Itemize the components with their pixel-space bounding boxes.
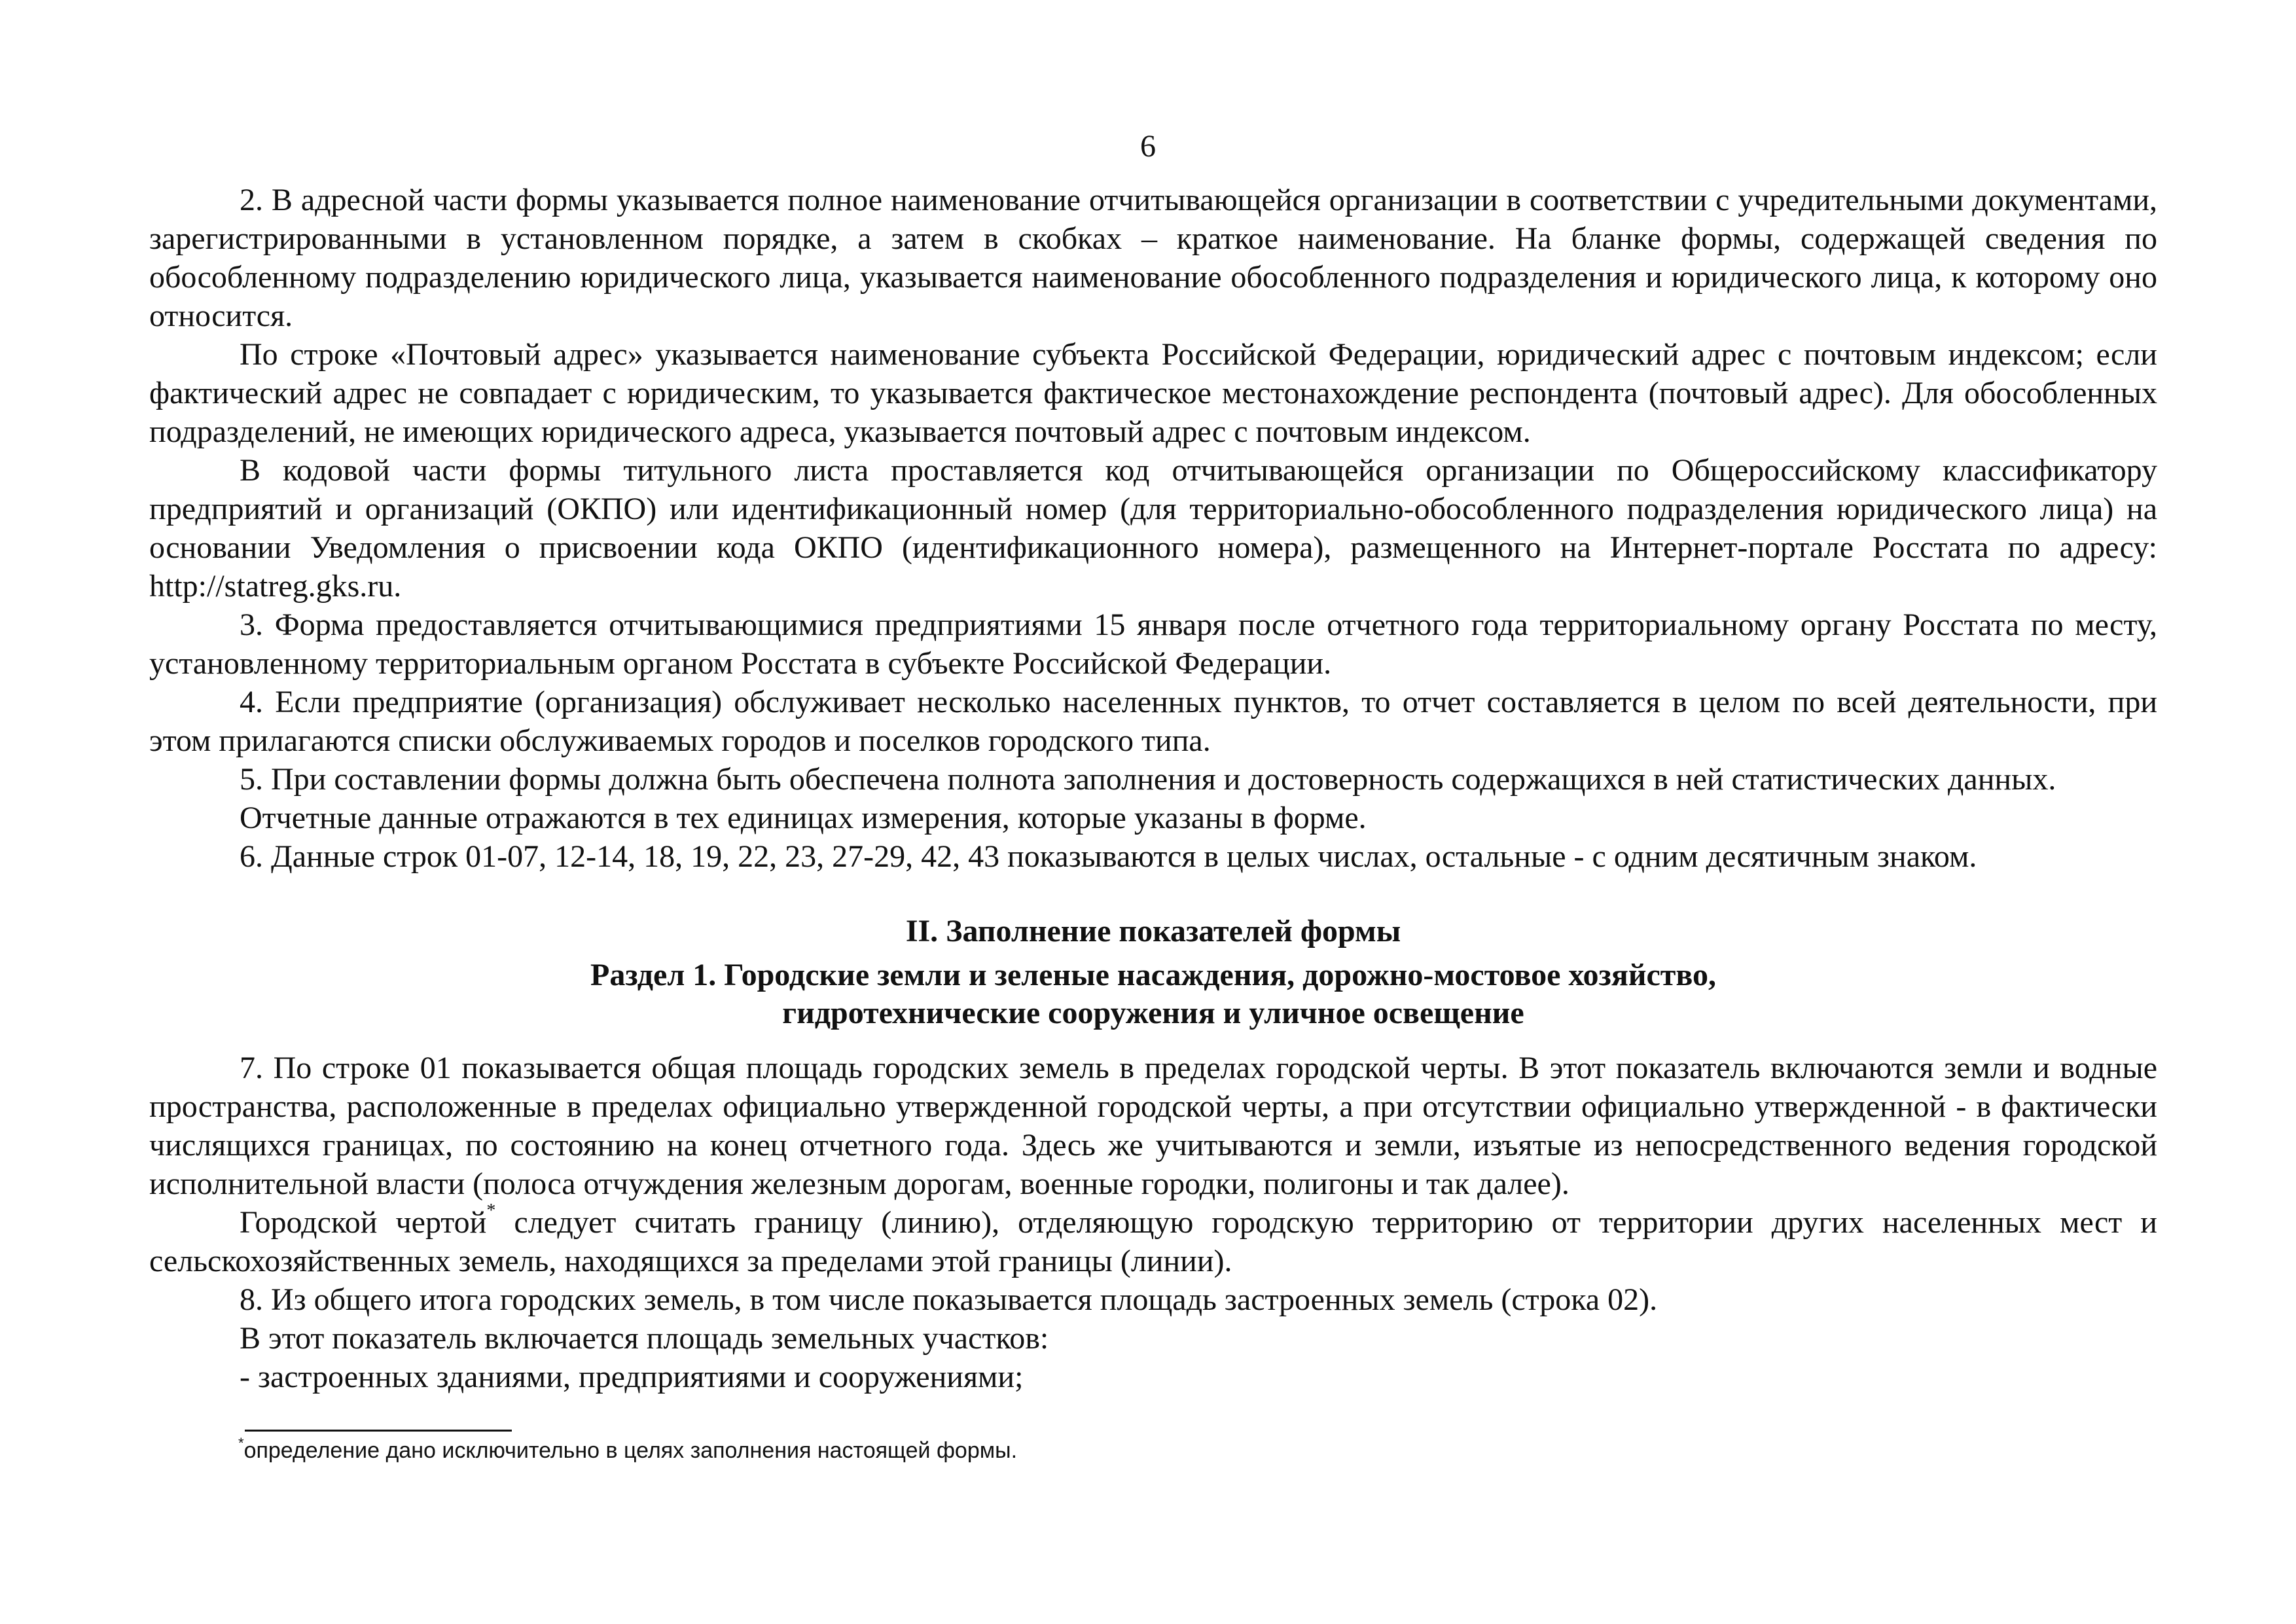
page-number: 6	[1140, 129, 1156, 164]
paragraph-code-part: В кодовой части формы титульного листа проставляется код отчитывающейся организации по Общероссийскому классификатору предприятий и организаций (ОКПО) или идентификационный номер (для территориально-обособленного подразделения юридического лица) на основании Уведомления о присвоении кода ОКПО (идентификационного номера), размещенного на Интернет-портале Росстата по адресу: http://statreg.gks.ru.	[149, 453, 2157, 604]
footnote-reference: *	[486, 1200, 496, 1221]
footnote	[238, 1436, 1017, 1465]
footnote-marker: *	[238, 1435, 244, 1451]
paragraph-row-02: 8. Из общего итога городских земель, в том числе показывается площадь застроенных земель (строка 02).	[240, 1282, 1658, 1317]
footnote-divider	[245, 1430, 512, 1432]
footnote-text: определение дано исключительно в целях заполнения настоящей формы.	[243, 1438, 1018, 1463]
city-boundary-term: Городской чертой	[240, 1205, 487, 1240]
subsection-title-line-2: гидротехнические сооружения и уличное освещение	[782, 996, 1524, 1030]
paragraph-postal-address: По строке «Почтовый адрес» указывается наименование субъекта Российской Федерации, юридический адрес с почтовым индексом; если фактический адрес не совпадает с юридическим, то указывается фактическое местонахождение респондента (почтовый адрес). Для обособленных подразделений, не имеющих юридического адреса, указывается почтовый адрес с почтовым индексом.	[149, 337, 2157, 449]
paragraph-data-completeness: 5. При составлении формы должна быть обеспечена полнота заполнения и достоверность содержащихся в ней статистических данных.	[240, 762, 2056, 797]
paragraph-units: Отчетные данные отражаются в тех единицах измерения, которые указаны в форме.	[240, 801, 1367, 835]
paragraph-address-part: 2. В адресной части формы указывается полное наименование отчитывающейся организации в соответствии с учредительными документами, зарегистрированными в установленном порядке, а затем в скобках – краткое наименование. На бланке формы, содержащей сведения по обособленному подразделению юридического лица, указывается наименование обособленного подразделения и юридического лица, к которому оно относится.	[149, 183, 2157, 333]
paragraph-row-01: 7. По строке 01 показывается общая площадь городских земель в пределах городской черты. В этот показатель включаются земли и водные пространства, расположенные в пределах официально утвержденной городской черты, а при отсутствии официально утвержденной - в фактически числящихся границах, по состоянию на конец отчетного года. Здесь же учитываются и земли, изъятые из непосредственного ведения городской исполнительной власти (полоса отчуждения железным дорогам, военные городки, полигоны и так далее).	[149, 1051, 2157, 1201]
paragraph-multiple-localities: 4. Если предприятие (организация) обслуживает несколько населенных пунктов, то отчет составляется в целом по всей деятельности, при этом прилагаются списки обслуживаемых городов и поселков городского типа.	[149, 685, 2157, 758]
document-body	[149, 181, 2157, 1396]
paragraph-land-plots: В этот показатель включается площадь земельных участков:	[240, 1321, 1049, 1356]
subsection-title-line-1: Раздел 1. Городские земли и зеленые насаждения, дорожно-мостовое хозяйство,	[590, 958, 1716, 992]
list-item-built-up: - застроенных зданиями, предприятиями и сооружениями;	[240, 1360, 1024, 1394]
paragraph-number-format: 6. Данные строк 01-07, 12-14, 18, 19, 22, 23, 27-29, 42, 43 показываются в целых числах, остальные - с одним десятичным знаком.	[240, 839, 1977, 874]
paragraph-submission-deadline: 3. Форма предоставляется отчитывающимися предприятиями 15 января после отчетного года территориальному органу Росстата по месту, установленному территориальным органом Росстата в субъекте Российской Федерации.	[149, 607, 2157, 681]
paragraph-city-boundary	[149, 1200, 2157, 1280]
section-title: II. Заполнение показателей формы	[905, 914, 1401, 948]
city-boundary-definition: следует считать границу (линию), отделяющую городскую территорию от территории других населенных мест и сельскохозяйственных земель, находящихся за пределами этой границы (линии).	[149, 1205, 2157, 1278]
